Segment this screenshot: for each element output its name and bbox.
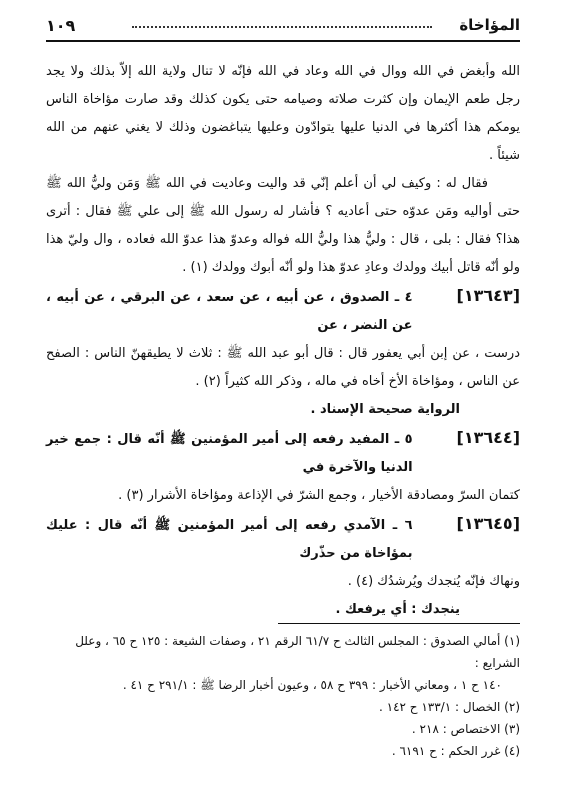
footnote-1-continued: ١٤٠ ح ١ ، ومعاني الأخبار : ٣٩٩ ح ٥٨ ، وعيون أخبار الرضا ﷺ : ٢٩١/١ ح ٤١ . [122,678,502,692]
footnote-separator [278,623,520,624]
hadith-number: [١٣٦٤٥] [456,514,520,533]
hadith-13643-head [46,282,520,340]
page-body [46,58,520,624]
hadith-13645 [46,510,520,596]
header-leader-dots [132,26,432,28]
footnotes [46,630,520,762]
hadith-chain: ٥ ـ المفيد رفعه إلى أمير المؤمنين ﷺ أنّه قال : جمع خير الدنيا والآخرة في [46,432,413,475]
footnote-3: (٣) الاختصاص : ٢١٨ . [411,722,520,736]
page-number: ١٠٩ [46,16,76,35]
chain-note: الرواية صحيحة الإسناد . [310,402,460,417]
paragraph-dialogue: فقال له : وكيف لي أن أعلم إنّي قد واليت وعاديت في الله ﷺ وَمَن وليُّ الله ﷺ حتى أواليه ومَن عدوّه حتى أعاديه ؟ فأشار له رسول الله ﷺ إلى علي ﷺ فقال : أترى هذا؟ فقال : بلى ، قال : وليُّ هذا وليُّ الله فواله وعدوّ هذا عدوّ الله فعاده ، وال وليّ هذا ولو أنّه قاتل أبيك وولدك وعادِ عدوّ هذا ولو أنّه أبوك وولدك (١) . [46,176,520,275]
footnote-4: (٤) غرر الحكم : ح ٦١٩١ . [391,744,520,758]
footnote-1: (١) أمالي الصدوق : المجلس الثالث ح ٦١/٧ الرقم ٢١ ، وصفات الشيعة : ١٢٥ ح ٦٥ ، وعلل الشرايع : [75,634,520,670]
chapter-title: المؤاخاة [459,16,520,34]
hadith-text: كتمان السرّ ومصادقة الأخيار ، وجمع الشرّ في الإذاعة ومؤاخاة الأشرار (٣) . [118,488,520,503]
hadith-number: [١٣٦٤٣] [456,286,520,305]
hadith-number: [١٣٦٤٤] [456,428,520,447]
word-gloss: ينجدك : أي يرفعك . [335,602,460,617]
hadith-13644 [46,424,520,510]
hadith-13645-head [46,510,520,568]
hadith-13644-head [46,424,520,482]
hadith-text: درست ، عن إبن أبي يعفور قال : قال أبو عبد الله ﷺ : ثلاث لا يطيقهنّ الناس : الصفح عن الناس ، ومؤاخاة الأخ أخاه في ماله ، وذكر الله كثيراً (٢) . [46,346,520,389]
running-header [46,16,520,42]
hadith-text: ونهاك فإنّه يُنجدك ويُرشدُك (٤) . [347,574,520,589]
hadith-chain: ٦ ـ الآمدي رفعه إلى أمير المؤمنين ﷺ أنّه قال : عليك بمؤاخاة من حذّرك [46,518,413,561]
footnote-2: (٢) الخصال : ١٣٣/١ ح ١٤٢ . [378,700,520,714]
paragraph-continuation: الله وأبغض في الله ووال في الله وعاد في الله فإنّه لا تنال ولاية الله إلاّ بذلك ولا يجد رجل طعم الإيمان وإن كثرت صلاته وصيامه حتى يكون كذلك وقد صارت مؤاخاة الناس يومكم هذا أكثرها في الدنيا عليها يتوادّون وعليها يتباغضون وذلك لا يغني عنهم من الله شيئاً . [46,64,520,163]
hadith-chain: ٤ ـ الصدوق ، عن أبيه ، عن سعد ، عن البرقي ، عن أبيه ، عن النضر ، عن [46,290,413,333]
hadith-13643 [46,282,520,396]
